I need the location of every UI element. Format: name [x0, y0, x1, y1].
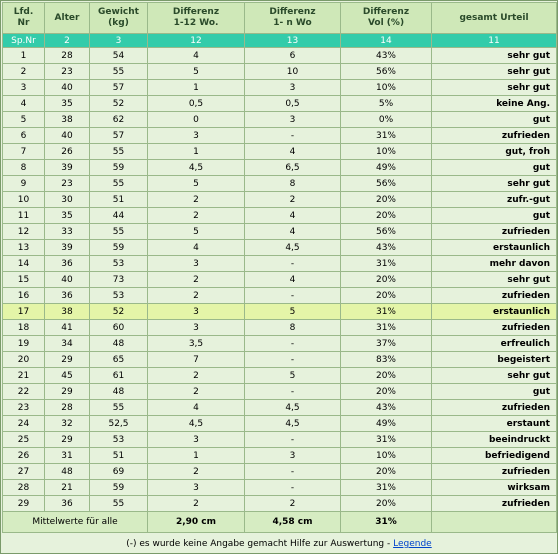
cell-diff-1-12: 2: [148, 208, 245, 224]
table-row: [3, 208, 557, 224]
cell-diff-vol: 31%: [341, 320, 432, 336]
cell-gewicht: 59: [90, 480, 148, 496]
cell-alter: 36: [45, 256, 90, 272]
cell-diff-1-n: 8: [245, 176, 341, 192]
cell-diff-vol: 20%: [341, 496, 432, 512]
subheader-cell: 13: [245, 34, 341, 48]
cell-diff-1-12: 3: [148, 432, 245, 448]
cell-gewicht: 59: [90, 240, 148, 256]
cell-diff-1-12: 3,5: [148, 336, 245, 352]
cell-alter: 40: [45, 80, 90, 96]
cell-gewicht: 57: [90, 128, 148, 144]
cell-urteil: sehr gut: [432, 48, 557, 64]
cell-diff-vol: 31%: [341, 480, 432, 496]
cell-lfd-nr: 12: [3, 224, 45, 240]
cell-diff-1-n: 3: [245, 112, 341, 128]
table-row: [3, 256, 557, 272]
cell-gewicht: 55: [90, 64, 148, 80]
cell-gewicht: 62: [90, 112, 148, 128]
legend-link[interactable]: Legende: [393, 539, 432, 549]
table-row: [3, 448, 557, 464]
cell-alter: 35: [45, 208, 90, 224]
cell-diff-vol: 10%: [341, 448, 432, 464]
cell-diff-1-12: 3: [148, 320, 245, 336]
cell-lfd-nr: 22: [3, 384, 45, 400]
cell-diff-1-n: 6,5: [245, 160, 341, 176]
cell-diff-1-12: 1: [148, 144, 245, 160]
cell-lfd-nr: 25: [3, 432, 45, 448]
table-row: [3, 80, 557, 96]
cell-diff-1-n: 5: [245, 304, 341, 320]
cell-diff-vol: 10%: [341, 144, 432, 160]
cell-urteil: zufrieden: [432, 320, 557, 336]
cell-gewicht: 69: [90, 464, 148, 480]
avg-diff-1-12: 2,90 cm: [148, 512, 245, 533]
cell-lfd-nr: 9: [3, 176, 45, 192]
cell-diff-1-12: 3: [148, 128, 245, 144]
subheader-cell: 2: [45, 34, 90, 48]
cell-gewicht: 55: [90, 224, 148, 240]
cell-lfd-nr: 21: [3, 368, 45, 384]
cell-urteil: mehr davon: [432, 256, 557, 272]
cell-urteil: zufrieden: [432, 288, 557, 304]
cell-alter: 39: [45, 240, 90, 256]
subheader-cell: 3: [90, 34, 148, 48]
cell-alter: 28: [45, 48, 90, 64]
cell-lfd-nr: 18: [3, 320, 45, 336]
table-row: [3, 288, 557, 304]
cell-diff-1-n: 3: [245, 448, 341, 464]
cell-lfd-nr: 10: [3, 192, 45, 208]
cell-urteil: gut, froh: [432, 144, 557, 160]
cell-diff-vol: 31%: [341, 128, 432, 144]
cell-diff-1-n: 4,5: [245, 400, 341, 416]
cell-urteil: sehr gut: [432, 80, 557, 96]
cell-lfd-nr: 27: [3, 464, 45, 480]
cell-lfd-nr: 4: [3, 96, 45, 112]
cell-diff-1-12: 2: [148, 192, 245, 208]
cell-diff-1-12: 2: [148, 288, 245, 304]
cell-urteil: erfreulich: [432, 336, 557, 352]
cell-urteil: beeindruckt: [432, 432, 557, 448]
subheader-cell: Sp.Nr: [3, 34, 45, 48]
cell-urteil: zufrieden: [432, 128, 557, 144]
cell-urteil: befriedigend: [432, 448, 557, 464]
cell-urteil: zufrieden: [432, 496, 557, 512]
cell-diff-1-n: 4,5: [245, 240, 341, 256]
cell-diff-vol: 31%: [341, 304, 432, 320]
subheader-cell: 12: [148, 34, 245, 48]
table-row: [3, 240, 557, 256]
header-differenz-vol: Differenz Vol (%): [341, 3, 432, 34]
cell-diff-1-12: 3: [148, 304, 245, 320]
cell-diff-1-12: 5: [148, 64, 245, 80]
cell-gewicht: 57: [90, 80, 148, 96]
cell-urteil: gut: [432, 160, 557, 176]
cell-diff-vol: 20%: [341, 368, 432, 384]
cell-diff-vol: 49%: [341, 160, 432, 176]
header-alter: Alter: [45, 3, 90, 34]
cell-diff-1-n: -: [245, 128, 341, 144]
cell-diff-vol: 20%: [341, 288, 432, 304]
cell-lfd-nr: 23: [3, 400, 45, 416]
cell-gewicht: 59: [90, 160, 148, 176]
cell-urteil: sehr gut: [432, 272, 557, 288]
table-row: [3, 176, 557, 192]
cell-diff-1-n: 4,5: [245, 416, 341, 432]
cell-lfd-nr: 1: [3, 48, 45, 64]
cell-diff-vol: 20%: [341, 464, 432, 480]
cell-gewicht: 51: [90, 448, 148, 464]
cell-diff-vol: 83%: [341, 352, 432, 368]
cell-lfd-nr: 8: [3, 160, 45, 176]
cell-urteil: zufr.-gut: [432, 192, 557, 208]
header-gesamt-urteil: gesamt Urteil: [432, 3, 557, 34]
cell-diff-1-12: 2: [148, 496, 245, 512]
cell-diff-1-12: 5: [148, 224, 245, 240]
cell-urteil: sehr gut: [432, 368, 557, 384]
table-row: [3, 416, 557, 432]
cell-urteil: zufrieden: [432, 400, 557, 416]
cell-diff-vol: 5%: [341, 96, 432, 112]
footer-text: (-) es wurde keine Angabe gemacht Hilfe zur Auswertung -: [126, 539, 394, 549]
cell-alter: 48: [45, 464, 90, 480]
cell-alter: 38: [45, 112, 90, 128]
table-row: [3, 144, 557, 160]
cell-gewicht: 48: [90, 336, 148, 352]
cell-lfd-nr: 15: [3, 272, 45, 288]
table-row: [3, 352, 557, 368]
table-row: [3, 224, 557, 240]
avg-empty: [432, 512, 557, 533]
table-row: [3, 96, 557, 112]
cell-diff-1-12: 0: [148, 112, 245, 128]
table-row: [3, 48, 557, 64]
cell-diff-1-12: 4: [148, 240, 245, 256]
table-row: [3, 336, 557, 352]
cell-diff-vol: 20%: [341, 192, 432, 208]
table-row: [3, 496, 557, 512]
header-lfd-nr: Lfd. Nr: [3, 3, 45, 34]
table-row: [3, 432, 557, 448]
cell-gewicht: 52: [90, 304, 148, 320]
cell-lfd-nr: 2: [3, 64, 45, 80]
table-row: [3, 400, 557, 416]
cell-alter: 35: [45, 96, 90, 112]
cell-diff-vol: 37%: [341, 336, 432, 352]
cell-lfd-nr: 19: [3, 336, 45, 352]
cell-diff-1-n: 2: [245, 192, 341, 208]
cell-diff-1-12: 2: [148, 384, 245, 400]
cell-diff-1-12: 4,5: [148, 416, 245, 432]
cell-diff-1-12: 5: [148, 176, 245, 192]
cell-alter: 33: [45, 224, 90, 240]
cell-lfd-nr: 16: [3, 288, 45, 304]
cell-urteil: gut: [432, 112, 557, 128]
cell-diff-1-n: 4: [245, 272, 341, 288]
cell-diff-vol: 31%: [341, 432, 432, 448]
cell-diff-1-n: -: [245, 464, 341, 480]
cell-diff-1-12: 3: [148, 480, 245, 496]
cell-alter: 21: [45, 480, 90, 496]
cell-diff-1-n: -: [245, 256, 341, 272]
cell-alter: 26: [45, 144, 90, 160]
cell-urteil: erstaunlich: [432, 240, 557, 256]
cell-urteil: sehr gut: [432, 176, 557, 192]
cell-gewicht: 53: [90, 432, 148, 448]
header-differenz-1-12: Differenz 1-12 Wo.: [148, 3, 245, 34]
cell-diff-vol: 56%: [341, 64, 432, 80]
cell-lfd-nr: 3: [3, 80, 45, 96]
cell-lfd-nr: 5: [3, 112, 45, 128]
cell-diff-vol: 0%: [341, 112, 432, 128]
avg-diff-vol: 31%: [341, 512, 432, 533]
cell-urteil: wirksam: [432, 480, 557, 496]
cell-diff-1-n: 8: [245, 320, 341, 336]
cell-diff-1-12: 2: [148, 272, 245, 288]
cell-diff-vol: 43%: [341, 48, 432, 64]
cell-urteil: erstaunt: [432, 416, 557, 432]
cell-diff-1-12: 2: [148, 464, 245, 480]
header-gewicht: Gewicht (kg): [90, 3, 148, 34]
cell-diff-1-n: -: [245, 384, 341, 400]
table-row: [3, 192, 557, 208]
cell-urteil: sehr gut: [432, 64, 557, 80]
cell-urteil: gut: [432, 208, 557, 224]
cell-urteil: zufrieden: [432, 464, 557, 480]
cell-gewicht: 55: [90, 144, 148, 160]
cell-gewicht: 53: [90, 288, 148, 304]
subheader-cell: 11: [432, 34, 557, 48]
cell-alter: 30: [45, 192, 90, 208]
cell-gewicht: 51: [90, 192, 148, 208]
cell-alter: 29: [45, 432, 90, 448]
cell-lfd-nr: 11: [3, 208, 45, 224]
cell-alter: 38: [45, 304, 90, 320]
cell-gewicht: 52,5: [90, 416, 148, 432]
cell-diff-1-n: 10: [245, 64, 341, 80]
cell-gewicht: 44: [90, 208, 148, 224]
cell-alter: 34: [45, 336, 90, 352]
cell-lfd-nr: 26: [3, 448, 45, 464]
cell-alter: 29: [45, 384, 90, 400]
cell-urteil: zufrieden: [432, 224, 557, 240]
column-number-row: [3, 34, 557, 48]
cell-alter: 40: [45, 272, 90, 288]
cell-diff-1-12: 2: [148, 368, 245, 384]
cell-alter: 32: [45, 416, 90, 432]
cell-lfd-nr: 14: [3, 256, 45, 272]
cell-diff-1-n: 4: [245, 224, 341, 240]
cell-diff-1-12: 4: [148, 400, 245, 416]
table-row: [3, 272, 557, 288]
cell-gewicht: 55: [90, 496, 148, 512]
cell-gewicht: 73: [90, 272, 148, 288]
table-row: [3, 368, 557, 384]
cell-diff-vol: 49%: [341, 416, 432, 432]
cell-diff-1-n: -: [245, 288, 341, 304]
cell-diff-1-n: 0,5: [245, 96, 341, 112]
footer-note: [2, 536, 556, 553]
cell-diff-vol: 56%: [341, 224, 432, 240]
cell-gewicht: 55: [90, 176, 148, 192]
avg-diff-1-n: 4,58 cm: [245, 512, 341, 533]
table-row: [3, 480, 557, 496]
cell-alter: 36: [45, 496, 90, 512]
cell-diff-vol: 20%: [341, 208, 432, 224]
cell-lfd-nr: 13: [3, 240, 45, 256]
results-table: [2, 2, 557, 533]
table-row: [3, 304, 557, 320]
cell-diff-vol: 10%: [341, 80, 432, 96]
cell-urteil: gut: [432, 384, 557, 400]
cell-diff-1-12: 1: [148, 448, 245, 464]
cell-diff-1-n: -: [245, 336, 341, 352]
cell-alter: 40: [45, 128, 90, 144]
cell-lfd-nr: 28: [3, 480, 45, 496]
cell-urteil: begeistert: [432, 352, 557, 368]
cell-gewicht: 61: [90, 368, 148, 384]
cell-alter: 23: [45, 64, 90, 80]
cell-diff-1-12: 4: [148, 48, 245, 64]
cell-diff-1-12: 4,5: [148, 160, 245, 176]
cell-diff-1-12: 3: [148, 256, 245, 272]
header-row: [3, 3, 557, 34]
cell-urteil: erstaunlich: [432, 304, 557, 320]
cell-urteil: keine Ang.: [432, 96, 557, 112]
cell-diff-1-n: 2: [245, 496, 341, 512]
table-row: [3, 64, 557, 80]
table-row: [3, 384, 557, 400]
cell-gewicht: 55: [90, 400, 148, 416]
cell-lfd-nr: 20: [3, 352, 45, 368]
cell-diff-1-n: -: [245, 480, 341, 496]
averages-row: [3, 512, 557, 533]
cell-alter: 41: [45, 320, 90, 336]
table-row: [3, 112, 557, 128]
cell-gewicht: 60: [90, 320, 148, 336]
cell-diff-vol: 56%: [341, 176, 432, 192]
cell-lfd-nr: 24: [3, 416, 45, 432]
cell-diff-1-n: 4: [245, 144, 341, 160]
cell-gewicht: 54: [90, 48, 148, 64]
cell-alter: 28: [45, 400, 90, 416]
cell-gewicht: 48: [90, 384, 148, 400]
cell-diff-1-n: 3: [245, 80, 341, 96]
cell-diff-1-n: 4: [245, 208, 341, 224]
cell-lfd-nr: 29: [3, 496, 45, 512]
header-differenz-1-n: Differenz 1- n Wo: [245, 3, 341, 34]
cell-alter: 23: [45, 176, 90, 192]
cell-diff-vol: 43%: [341, 240, 432, 256]
cell-diff-vol: 43%: [341, 400, 432, 416]
cell-alter: 29: [45, 352, 90, 368]
cell-diff-1-12: 7: [148, 352, 245, 368]
cell-diff-1-n: 5: [245, 368, 341, 384]
table-row: [3, 464, 557, 480]
cell-gewicht: 65: [90, 352, 148, 368]
table-row: [3, 128, 557, 144]
cell-lfd-nr: 17: [3, 304, 45, 320]
cell-diff-1-n: 6: [245, 48, 341, 64]
cell-alter: 39: [45, 160, 90, 176]
cell-diff-vol: 31%: [341, 256, 432, 272]
cell-lfd-nr: 7: [3, 144, 45, 160]
cell-alter: 31: [45, 448, 90, 464]
subheader-cell: 14: [341, 34, 432, 48]
cell-diff-1-12: 0,5: [148, 96, 245, 112]
cell-gewicht: 53: [90, 256, 148, 272]
cell-diff-1-12: 1: [148, 80, 245, 96]
cell-lfd-nr: 6: [3, 128, 45, 144]
cell-diff-1-n: -: [245, 352, 341, 368]
cell-diff-vol: 20%: [341, 384, 432, 400]
cell-alter: 45: [45, 368, 90, 384]
cell-gewicht: 52: [90, 96, 148, 112]
cell-diff-1-n: -: [245, 432, 341, 448]
cell-diff-vol: 20%: [341, 272, 432, 288]
table-row: [3, 160, 557, 176]
cell-alter: 36: [45, 288, 90, 304]
table-row: [3, 320, 557, 336]
averages-label: Mittelwerte für alle: [3, 512, 148, 533]
